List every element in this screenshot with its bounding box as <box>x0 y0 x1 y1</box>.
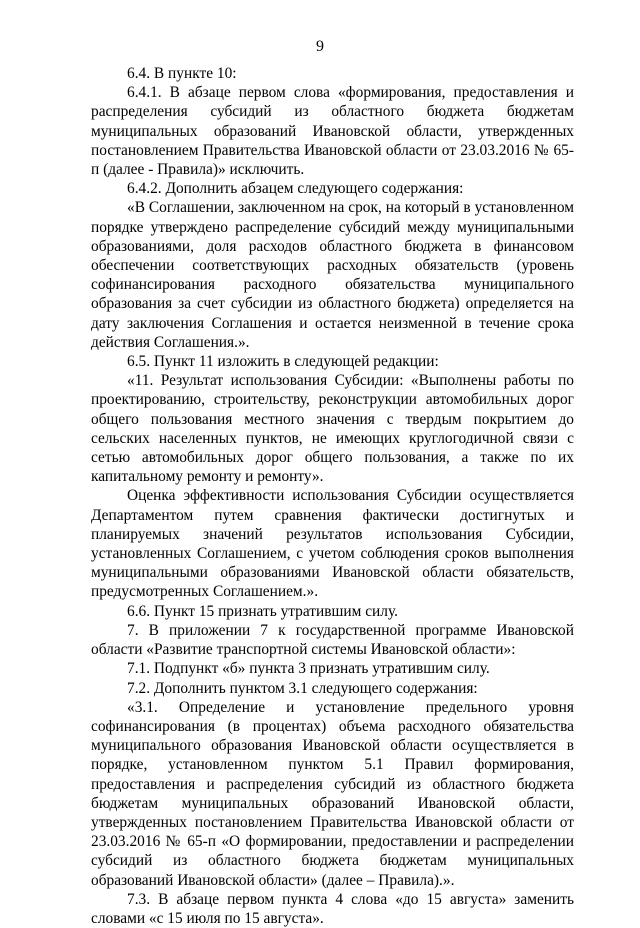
paragraph-6-4-1: 6.4.1. В абзаце первом слова «формирования, предоставления и распределения субсидий из областного бюджета бюджетам муниципальных образований Ивановской области, утвержденных постановлением Правительства Ивановской области от 23.03.2016 № 65-п (далее - Правила)» исключить. <box>91 84 574 179</box>
paragraph-7-3: 7.3. В абзаце первом пункта 4 слова «до 15 августа» заменить словами «с 15 июля по 15 августа». <box>91 890 574 927</box>
paragraph-7: 7. В приложении 7 к государственной программе Ивановской области «Развитие транспортной системы Ивановской области»: <box>91 621 574 659</box>
paragraph-6-4-2: 6.4.2. Дополнить абзацем следующего содержания: <box>127 180 464 198</box>
paragraph-6-4: 6.4. В пункте 10: <box>127 65 237 82</box>
paragraph-point-11-quote: «11. Результат использования Субсидии: «Выполнены работы по проектированию, строительству, реконструкции автомобильных дорог общего пользования местного значения с твердым покрытием до сельских населенных пунктов, не имеющих круглогодичной связи с сетью автомобильных дорог общего пользования, а также по их капитальному ремонту и ремонту». <box>91 372 574 486</box>
paragraph-7-2: 7.2. Дополнить пунктом 3.1 следующего содержания: <box>127 679 478 697</box>
paragraph-efficiency-assessment: Оценка эффективности использования Субсидии осуществляется Департаментом путем сравнения фактически достигнутых и планируемых значений результатов использования Субсидии, установленных Соглашением, с учетом соблюдения сроков выполнения муниципальными образованиями Ивановской области обязательств, предусмотренных Соглашением.». <box>91 487 574 601</box>
paragraph-point-3-1-quote: «3.1. Определение и установление предельного уровня софинансирования (в процентах) объема расходного обязательства муниципального образования Ивановской области осуществляется в порядке, установленном пунктом 5.1 Правил формирования, предоставления и распределения субсидий из областного бюджета бюджетам муниципальных образований Ивановской области, утвержденных постановлением Правительства Ивановской области от 23.03.2016 № 65-п «О формировании, предоставлении и распределении субсидий из областного бюджета бюджетам муниципальных образований Ивановской области» (далее – Правила).». <box>91 698 574 889</box>
paragraph-6-6: 6.6. Пункт 15 признать утратившим силу. <box>127 602 398 620</box>
page-number: 9 <box>316 38 324 55</box>
document-body <box>91 64 574 928</box>
paragraph-agreement-quote: «В Соглашении, заключенном на срок, на который в установленном порядке утверждено распределение субсидий между муниципальными образованиями, доля расходов областного бюджета в финансовом обеспечении соответствующих расходных обязательств (уровень софинансирования расходного обязательства муниципального образования за счет субсидии из областного бюджета) определяется на дату заключения Соглашения и остается неизменной в течение срока действия Соглашения.». <box>91 199 574 351</box>
paragraph-7-1: 7.1. Подпункт «б» пункта 3 признать утратившим силу. <box>127 660 490 678</box>
paragraph-6-5: 6.5. Пункт 11 изложить в следующей редакции: <box>127 353 439 371</box>
